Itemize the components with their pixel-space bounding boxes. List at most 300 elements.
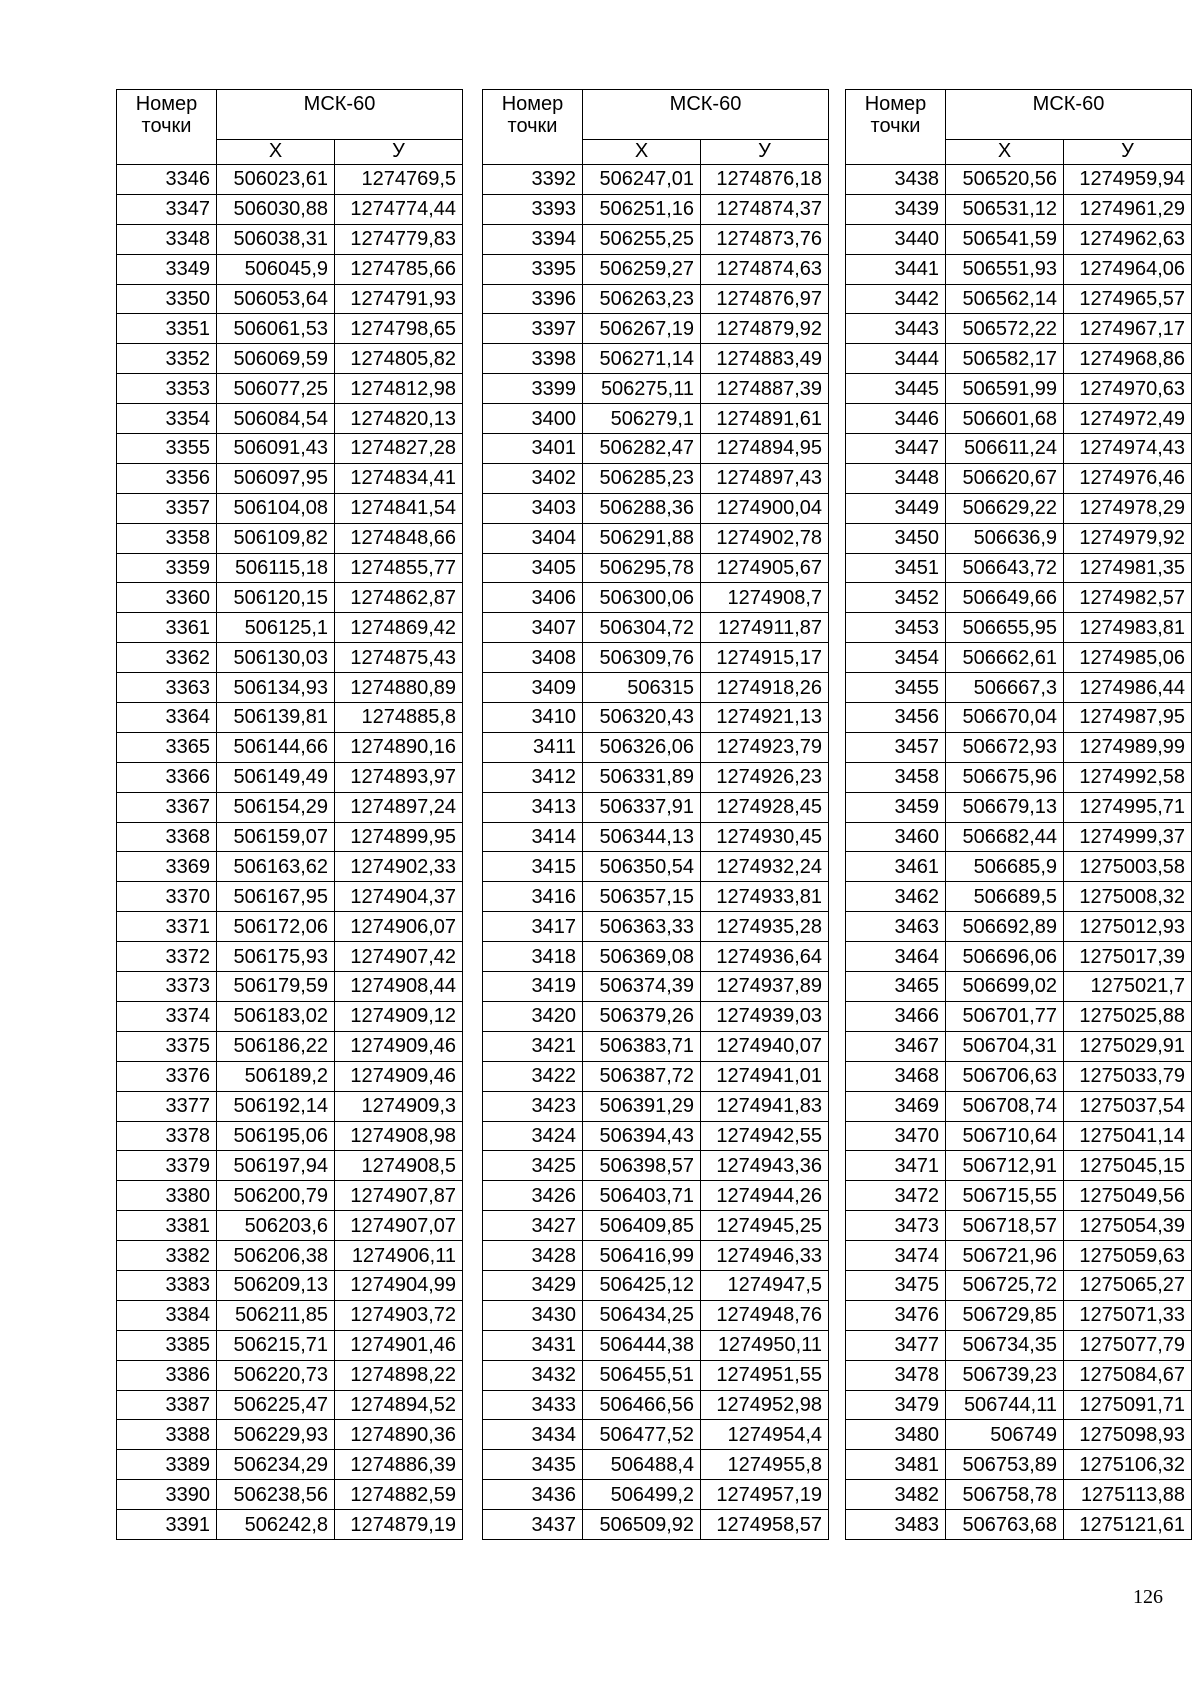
x-coordinate-cell: 506749 — [946, 1420, 1064, 1450]
x-header: X — [217, 140, 335, 165]
table-row — [483, 1330, 829, 1360]
point-number-cell: 3347 — [117, 194, 217, 224]
table-row — [117, 792, 463, 822]
table-row — [483, 1121, 829, 1151]
table-row — [117, 1330, 463, 1360]
point-number-cell: 3481 — [846, 1450, 946, 1480]
table-row — [846, 434, 1192, 464]
x-coordinate-cell: 506531,12 — [946, 194, 1064, 224]
x-coordinate-cell: 506215,71 — [217, 1330, 335, 1360]
x-coordinate-cell: 506391,29 — [583, 1091, 701, 1121]
table-row — [483, 1300, 829, 1330]
table-row — [117, 314, 463, 344]
y-coordinate-cell: 1275029,91 — [1064, 1031, 1192, 1061]
point-number-cell: 3358 — [117, 523, 217, 553]
y-coordinate-cell: 1274987,95 — [1064, 703, 1192, 733]
x-coordinate-cell: 506434,25 — [583, 1300, 701, 1330]
point-number-cell: 3384 — [117, 1300, 217, 1330]
table-body — [846, 165, 1192, 1540]
coordinate-system-header: МСК-60 — [946, 90, 1192, 140]
x-coordinate-cell: 506023,61 — [217, 165, 335, 195]
x-coordinate-cell: 506097,95 — [217, 463, 335, 493]
x-coordinate-cell: 506629,22 — [946, 493, 1064, 523]
table-row — [846, 822, 1192, 852]
x-coordinate-cell: 506091,43 — [217, 434, 335, 464]
x-coordinate-cell: 506416,99 — [583, 1241, 701, 1271]
point-number-cell: 3382 — [117, 1241, 217, 1271]
table-row — [846, 404, 1192, 434]
y-coordinate-cell: 1274886,39 — [335, 1450, 463, 1480]
y-coordinate-cell: 1275012,93 — [1064, 912, 1192, 942]
x-coordinate-cell: 506729,85 — [946, 1300, 1064, 1330]
point-number-cell: 3373 — [117, 972, 217, 1002]
point-number-cell: 3387 — [117, 1390, 217, 1420]
y-coordinate-cell: 1274880,89 — [335, 673, 463, 703]
table-row — [846, 1091, 1192, 1121]
table-row — [483, 344, 829, 374]
y-coordinate-cell: 1274950,11 — [701, 1330, 829, 1360]
y-coordinate-cell: 1274964,06 — [1064, 254, 1192, 284]
x-coordinate-cell: 506186,22 — [217, 1031, 335, 1061]
table-row — [117, 1031, 463, 1061]
y-coordinate-cell: 1274875,43 — [335, 643, 463, 673]
table-row — [117, 194, 463, 224]
x-coordinate-cell: 506403,71 — [583, 1181, 701, 1211]
point-number-cell: 3391 — [117, 1510, 217, 1540]
point-number-cell: 3458 — [846, 762, 946, 792]
table-row — [117, 553, 463, 583]
x-coordinate-cell: 506175,93 — [217, 942, 335, 972]
x-coordinate-cell: 506721,96 — [946, 1241, 1064, 1271]
y-coordinate-cell: 1274911,87 — [701, 613, 829, 643]
y-coordinate-cell: 1274921,13 — [701, 703, 829, 733]
x-coordinate-cell: 506331,89 — [583, 762, 701, 792]
table-row — [846, 732, 1192, 762]
x-coordinate-cell: 506077,25 — [217, 374, 335, 404]
point-number-cell: 3428 — [483, 1241, 583, 1271]
x-coordinate-cell: 506611,24 — [946, 434, 1064, 464]
y-coordinate-cell: 1274923,79 — [701, 732, 829, 762]
x-coordinate-cell: 506725,72 — [946, 1270, 1064, 1300]
point-number-cell: 3380 — [117, 1181, 217, 1211]
y-coordinate-cell: 1274958,57 — [701, 1510, 829, 1540]
point-number-cell: 3366 — [117, 762, 217, 792]
table-row — [117, 762, 463, 792]
point-number-cell: 3350 — [117, 284, 217, 314]
table-row — [846, 284, 1192, 314]
point-number-cell: 3478 — [846, 1360, 946, 1390]
table-row — [846, 1001, 1192, 1031]
table-row — [483, 434, 829, 464]
y-coordinate-cell: 1275059,63 — [1064, 1241, 1192, 1271]
y-coordinate-cell: 1274926,23 — [701, 762, 829, 792]
y-coordinate-cell: 1275049,56 — [1064, 1181, 1192, 1211]
point-number-cell: 3389 — [117, 1450, 217, 1480]
x-coordinate-cell: 506455,51 — [583, 1360, 701, 1390]
y-coordinate-cell: 1274967,17 — [1064, 314, 1192, 344]
point-number-cell: 3469 — [846, 1091, 946, 1121]
y-coordinate-cell: 1275084,67 — [1064, 1360, 1192, 1390]
y-coordinate-cell: 1274915,17 — [701, 643, 829, 673]
table-row — [846, 1480, 1192, 1510]
table-row — [117, 1360, 463, 1390]
x-coordinate-cell: 506394,43 — [583, 1121, 701, 1151]
y-coordinate-cell: 1274774,44 — [335, 194, 463, 224]
point-number-cell: 3374 — [117, 1001, 217, 1031]
table-row — [483, 583, 829, 613]
y-coordinate-cell: 1274869,42 — [335, 613, 463, 643]
y-coordinate-cell: 1274879,19 — [335, 1510, 463, 1540]
point-number-cell: 3415 — [483, 852, 583, 882]
x-coordinate-cell: 506466,56 — [583, 1390, 701, 1420]
x-coordinate-cell: 506195,06 — [217, 1121, 335, 1151]
point-number-cell: 3392 — [483, 165, 583, 195]
point-number-cell: 3463 — [846, 912, 946, 942]
point-number-cell: 3388 — [117, 1420, 217, 1450]
table-row — [117, 1181, 463, 1211]
table-row — [483, 553, 829, 583]
y-coordinate-cell: 1275025,88 — [1064, 1001, 1192, 1031]
point-number-cell: 3452 — [846, 583, 946, 613]
point-number-cell: 3355 — [117, 434, 217, 464]
table-row — [483, 1270, 829, 1300]
table-row — [846, 1360, 1192, 1390]
y-coordinate-cell: 1274985,06 — [1064, 643, 1192, 673]
table-row — [846, 852, 1192, 882]
point-number-cell: 3461 — [846, 852, 946, 882]
x-coordinate-cell: 506718,57 — [946, 1211, 1064, 1241]
x-coordinate-cell: 506295,78 — [583, 553, 701, 583]
point-number-cell: 3462 — [846, 882, 946, 912]
x-coordinate-cell: 506304,72 — [583, 613, 701, 643]
y-coordinate-cell: 1274890,36 — [335, 1420, 463, 1450]
point-number-cell: 3426 — [483, 1181, 583, 1211]
point-number-header — [483, 90, 583, 165]
table-row — [846, 374, 1192, 404]
table-row — [483, 942, 829, 972]
y-coordinate-cell: 1274893,97 — [335, 762, 463, 792]
point-number-cell: 3451 — [846, 553, 946, 583]
x-coordinate-cell: 506144,66 — [217, 732, 335, 762]
x-coordinate-cell: 506753,89 — [946, 1450, 1064, 1480]
table-row — [483, 463, 829, 493]
table-row — [846, 1061, 1192, 1091]
y-coordinate-cell: 1274981,35 — [1064, 553, 1192, 583]
point-number-cell: 3399 — [483, 374, 583, 404]
x-coordinate-cell: 506696,06 — [946, 942, 1064, 972]
x-coordinate-cell: 506288,36 — [583, 493, 701, 523]
y-coordinate-cell: 1274945,25 — [701, 1211, 829, 1241]
y-coordinate-cell: 1274894,95 — [701, 434, 829, 464]
point-number-cell: 3402 — [483, 463, 583, 493]
table-row — [483, 523, 829, 553]
table-row — [483, 1450, 829, 1480]
x-coordinate-cell: 506679,13 — [946, 792, 1064, 822]
point-number-cell: 3369 — [117, 852, 217, 882]
table-row — [483, 1061, 829, 1091]
table-row — [483, 822, 829, 852]
point-number-cell: 3407 — [483, 613, 583, 643]
x-coordinate-cell: 506708,74 — [946, 1091, 1064, 1121]
point-number-cell: 3475 — [846, 1270, 946, 1300]
coordinate-system-header: МСК-60 — [217, 90, 463, 140]
y-coordinate-cell: 1274940,07 — [701, 1031, 829, 1061]
point-number-cell: 3464 — [846, 942, 946, 972]
point-number-cell: 3480 — [846, 1420, 946, 1450]
y-coordinate-cell: 1274899,95 — [335, 822, 463, 852]
x-coordinate-cell: 506591,99 — [946, 374, 1064, 404]
x-coordinate-cell: 506309,76 — [583, 643, 701, 673]
y-coordinate-cell: 1274954,4 — [701, 1420, 829, 1450]
point-number-cell: 3354 — [117, 404, 217, 434]
point-number-cell: 3409 — [483, 673, 583, 703]
y-coordinate-cell: 1274907,42 — [335, 942, 463, 972]
table-row — [846, 972, 1192, 1002]
table-row — [117, 643, 463, 673]
y-coordinate-cell: 1274982,57 — [1064, 583, 1192, 613]
point-number-cell: 3440 — [846, 224, 946, 254]
point-number-cell: 3418 — [483, 942, 583, 972]
x-coordinate-cell: 506712,91 — [946, 1151, 1064, 1181]
y-coordinate-cell: 1274939,03 — [701, 1001, 829, 1031]
point-number-cell: 3422 — [483, 1061, 583, 1091]
x-coordinate-cell: 506379,26 — [583, 1001, 701, 1031]
point-number-cell: 3405 — [483, 553, 583, 583]
table-row — [483, 912, 829, 942]
x-coordinate-cell: 506300,06 — [583, 583, 701, 613]
y-coordinate-cell: 1274897,43 — [701, 463, 829, 493]
y-coordinate-cell: 1274978,29 — [1064, 493, 1192, 523]
y-coordinate-cell: 1274909,3 — [335, 1091, 463, 1121]
table-row — [483, 284, 829, 314]
table-row — [117, 1480, 463, 1510]
point-number-cell: 3450 — [846, 523, 946, 553]
point-number-cell: 3439 — [846, 194, 946, 224]
y-coordinate-cell: 1274979,92 — [1064, 523, 1192, 553]
table-row — [846, 1211, 1192, 1241]
x-coordinate-cell: 506706,63 — [946, 1061, 1064, 1091]
page-number: 126 — [1133, 1586, 1163, 1608]
point-number-cell: 3393 — [483, 194, 583, 224]
x-coordinate-cell: 506350,54 — [583, 852, 701, 882]
table-row — [483, 493, 829, 523]
table-row — [117, 404, 463, 434]
y-coordinate-cell: 1274841,54 — [335, 493, 463, 523]
table-row — [117, 822, 463, 852]
point-number-cell: 3456 — [846, 703, 946, 733]
y-coordinate-cell: 1274932,24 — [701, 852, 829, 882]
x-coordinate-cell: 506229,93 — [217, 1420, 335, 1450]
point-number-cell: 3476 — [846, 1300, 946, 1330]
table-row — [117, 374, 463, 404]
x-coordinate-cell: 506220,73 — [217, 1360, 335, 1390]
table-row — [483, 852, 829, 882]
point-number-cell: 3359 — [117, 553, 217, 583]
table-row — [117, 583, 463, 613]
table-row — [117, 1091, 463, 1121]
x-coordinate-cell: 506159,07 — [217, 822, 335, 852]
y-coordinate-cell: 1274885,8 — [335, 703, 463, 733]
coordinates-table-2 — [482, 89, 829, 1540]
y-coordinate-cell: 1275071,33 — [1064, 1300, 1192, 1330]
table-row — [846, 643, 1192, 673]
x-coordinate-cell: 506149,49 — [217, 762, 335, 792]
x-coordinate-cell: 506247,01 — [583, 165, 701, 195]
y-coordinate-cell: 1274936,64 — [701, 942, 829, 972]
point-number-cell: 3351 — [117, 314, 217, 344]
point-number-cell: 3383 — [117, 1270, 217, 1300]
table-row — [483, 1510, 829, 1540]
x-coordinate-cell: 506758,78 — [946, 1480, 1064, 1510]
table-row — [483, 165, 829, 195]
x-coordinate-cell: 506263,23 — [583, 284, 701, 314]
table-row — [117, 912, 463, 942]
table-row — [117, 1300, 463, 1330]
point-number-cell: 3363 — [117, 673, 217, 703]
x-coordinate-cell: 506649,66 — [946, 583, 1064, 613]
table-body — [117, 165, 463, 1540]
point-number-cell: 3449 — [846, 493, 946, 523]
y-coordinate-cell: 1274999,37 — [1064, 822, 1192, 852]
y-header: У — [1064, 140, 1192, 165]
y-coordinate-cell: 1274907,07 — [335, 1211, 463, 1241]
y-coordinate-cell: 1274906,11 — [335, 1241, 463, 1271]
point-number-cell: 3381 — [117, 1211, 217, 1241]
coordinate-system-header: МСК-60 — [583, 90, 829, 140]
x-coordinate-cell: 506179,59 — [217, 972, 335, 1002]
x-coordinate-cell: 506369,08 — [583, 942, 701, 972]
y-coordinate-cell: 1274891,61 — [701, 404, 829, 434]
x-coordinate-cell: 506279,1 — [583, 404, 701, 434]
point-number-cell: 3421 — [483, 1031, 583, 1061]
x-coordinate-cell: 506172,06 — [217, 912, 335, 942]
table-row — [846, 1270, 1192, 1300]
table-row — [483, 1390, 829, 1420]
y-coordinate-cell: 1274955,8 — [701, 1450, 829, 1480]
y-coordinate-cell: 1274855,77 — [335, 553, 463, 583]
y-coordinate-cell: 1275098,93 — [1064, 1420, 1192, 1450]
point-number-cell: 3361 — [117, 613, 217, 643]
x-coordinate-cell: 506203,6 — [217, 1211, 335, 1241]
x-coordinate-cell: 506689,5 — [946, 882, 1064, 912]
point-number-cell: 3433 — [483, 1390, 583, 1420]
y-coordinate-cell: 1274805,82 — [335, 344, 463, 374]
point-number-cell: 3364 — [117, 703, 217, 733]
table-row — [846, 583, 1192, 613]
point-number-cell: 3437 — [483, 1510, 583, 1540]
table-row — [846, 1330, 1192, 1360]
point-number-cell: 3424 — [483, 1121, 583, 1151]
table-row — [117, 852, 463, 882]
y-coordinate-cell: 1274890,16 — [335, 732, 463, 762]
x-coordinate-cell: 506363,33 — [583, 912, 701, 942]
table-row — [117, 703, 463, 733]
point-number-cell: 3448 — [846, 463, 946, 493]
x-coordinate-cell: 506636,9 — [946, 523, 1064, 553]
x-coordinate-cell: 506209,13 — [217, 1270, 335, 1300]
y-header: У — [701, 140, 829, 165]
x-coordinate-cell: 506509,92 — [583, 1510, 701, 1540]
table-row — [483, 1091, 829, 1121]
x-coordinate-cell: 506206,38 — [217, 1241, 335, 1271]
x-coordinate-cell: 506551,93 — [946, 254, 1064, 284]
x-coordinate-cell: 506125,1 — [217, 613, 335, 643]
y-coordinate-cell: 1274908,5 — [335, 1151, 463, 1181]
y-coordinate-cell: 1275054,39 — [1064, 1211, 1192, 1241]
y-coordinate-cell: 1274812,98 — [335, 374, 463, 404]
point-number-cell: 3419 — [483, 972, 583, 1002]
y-coordinate-cell: 1274941,01 — [701, 1061, 829, 1091]
table-row — [117, 224, 463, 254]
x-coordinate-cell: 506477,52 — [583, 1420, 701, 1450]
y-coordinate-cell: 1275121,61 — [1064, 1510, 1192, 1540]
x-coordinate-cell: 506134,93 — [217, 673, 335, 703]
y-coordinate-cell: 1275091,71 — [1064, 1390, 1192, 1420]
y-coordinate-cell: 1275037,54 — [1064, 1091, 1192, 1121]
y-coordinate-cell: 1274902,78 — [701, 523, 829, 553]
point-number-cell: 3396 — [483, 284, 583, 314]
x-coordinate-cell: 506259,27 — [583, 254, 701, 284]
y-coordinate-cell: 1275021,7 — [1064, 972, 1192, 1002]
x-coordinate-cell: 506291,88 — [583, 523, 701, 553]
point-number-cell: 3441 — [846, 254, 946, 284]
y-coordinate-cell: 1274957,19 — [701, 1480, 829, 1510]
x-coordinate-cell: 506409,85 — [583, 1211, 701, 1241]
point-number-cell: 3375 — [117, 1031, 217, 1061]
table-row — [483, 224, 829, 254]
x-coordinate-cell: 506744,11 — [946, 1390, 1064, 1420]
table-row — [483, 1480, 829, 1510]
y-coordinate-cell: 1274976,46 — [1064, 463, 1192, 493]
point-number-cell: 3468 — [846, 1061, 946, 1091]
y-coordinate-cell: 1274946,33 — [701, 1241, 829, 1271]
point-number-cell: 3360 — [117, 583, 217, 613]
table-row — [117, 1450, 463, 1480]
point-number-cell: 3368 — [117, 822, 217, 852]
table-row — [483, 374, 829, 404]
y-coordinate-cell: 1275008,32 — [1064, 882, 1192, 912]
y-coordinate-cell: 1274947,5 — [701, 1270, 829, 1300]
x-coordinate-cell: 506667,3 — [946, 673, 1064, 703]
x-coordinate-cell: 506763,68 — [946, 1510, 1064, 1540]
y-coordinate-cell: 1274974,43 — [1064, 434, 1192, 464]
y-coordinate-cell: 1274848,66 — [335, 523, 463, 553]
y-coordinate-cell: 1274941,83 — [701, 1091, 829, 1121]
y-coordinate-cell: 1274970,63 — [1064, 374, 1192, 404]
y-header: У — [335, 140, 463, 165]
x-coordinate-cell: 506499,2 — [583, 1480, 701, 1510]
y-coordinate-cell: 1274876,97 — [701, 284, 829, 314]
x-coordinate-cell: 506620,67 — [946, 463, 1064, 493]
point-number-cell: 3444 — [846, 344, 946, 374]
point-number-cell: 3376 — [117, 1061, 217, 1091]
y-coordinate-cell: 1274907,87 — [335, 1181, 463, 1211]
y-coordinate-cell: 1275045,15 — [1064, 1151, 1192, 1181]
table-row — [117, 165, 463, 195]
point-number-cell: 3482 — [846, 1480, 946, 1510]
x-coordinate-cell: 506285,23 — [583, 463, 701, 493]
point-number-cell: 3442 — [846, 284, 946, 314]
x-coordinate-cell: 506344,13 — [583, 822, 701, 852]
table-row — [846, 703, 1192, 733]
table-row — [846, 314, 1192, 344]
x-coordinate-cell: 506038,31 — [217, 224, 335, 254]
y-coordinate-cell: 1275003,58 — [1064, 852, 1192, 882]
coordinates-table-3 — [845, 89, 1192, 1540]
point-number-cell: 3414 — [483, 822, 583, 852]
y-coordinate-cell: 1274918,26 — [701, 673, 829, 703]
y-coordinate-cell: 1274928,45 — [701, 792, 829, 822]
